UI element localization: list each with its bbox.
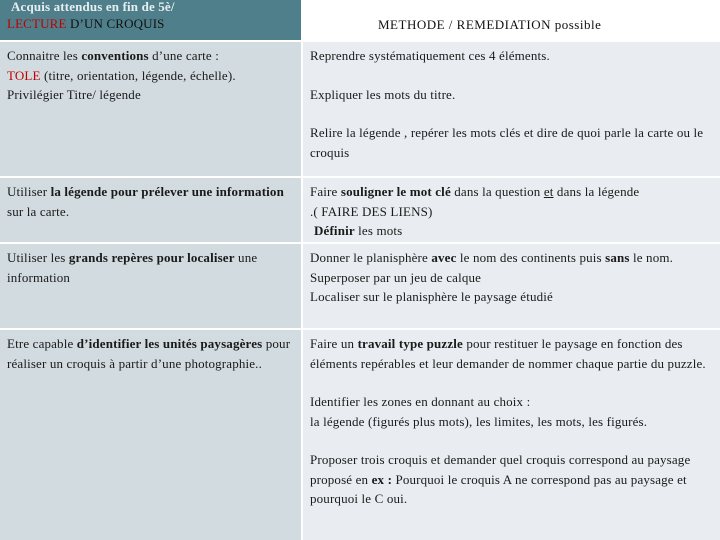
row-3-right-cell — [303, 244, 720, 328]
row-2-left-text: Utiliser la légende pour prélever une information sur la carte. — [7, 184, 284, 219]
row-4-right-p2: Identifier les zones en donnant au choix : — [310, 394, 531, 409]
row-1-right-p2: Expliquer les mots du titre. — [310, 86, 456, 102]
header-right-cell — [303, 0, 720, 40]
row-2-left-cell — [0, 178, 301, 242]
row-3-right-text: Donner le planisphère avec le nom des continents puis sans le nom. Superposer par un jeu de calque Localiser sur le planisphère le paysage étudié — [310, 250, 674, 304]
row-4-right-p1: Faire un travail type puzzle pour restituer le paysage en fonction des éléments repérables et leur demander de nommer chaque partie du puzzle. — [310, 336, 706, 371]
row-4-right-p4: Proposer trois croquis et demander quel croquis correspond au paysage proposé en ex : Pourquoi le croquis A ne correspond pas au paysage et pourquoi le C oui. — [310, 452, 691, 506]
header-lecture-title — [7, 14, 165, 34]
row-2-right-cell — [303, 178, 720, 242]
row-4-right-cell — [303, 330, 720, 540]
header-lecture-word: LECTURE — [7, 16, 67, 31]
row-3-left-cell — [0, 244, 301, 328]
row-1-left-text: Connaitre les conventions d’une carte : TOLE (titre, orientation, légende, échelle). Privilégier Titre/ légende — [7, 48, 236, 102]
row-4-right-p3: la légende (figurés plus mots), les limites, les mots, les figurés. — [310, 413, 648, 429]
header-methode-title: METHODE / REMEDIATION possible — [378, 17, 602, 32]
tole-acronym: TOLE — [7, 67, 41, 83]
header-left-cell — [0, 0, 301, 40]
header-acquis-title: Acquis attendus en fin de 5è/ — [11, 0, 175, 14]
row-1-left-cell — [0, 42, 301, 176]
row-2-right-text: Faire souligner le mot clé dans la question et dans la légende .( FAIRE DES LIENS) Définir les mots — [310, 184, 640, 238]
header-croquis-word: D’UN CROQUIS — [66, 16, 165, 31]
row-1-right-p3: Relire la légende , repérer les mots clés et dire de quoi parle la carte ou le croquis — [310, 125, 704, 160]
row-1-right-cell — [303, 42, 720, 176]
row-3-left-text: Utiliser les grands repères pour localiser une information — [7, 250, 258, 285]
row-1-right-p1: Reprendre systématiquement ces 4 éléments. — [310, 48, 550, 63]
row-4-left-text: Etre capable d’identifier les unités paysagères pour réaliser un croquis à partir d’une photographie.. — [7, 336, 291, 371]
row-4-left-cell — [0, 330, 301, 540]
